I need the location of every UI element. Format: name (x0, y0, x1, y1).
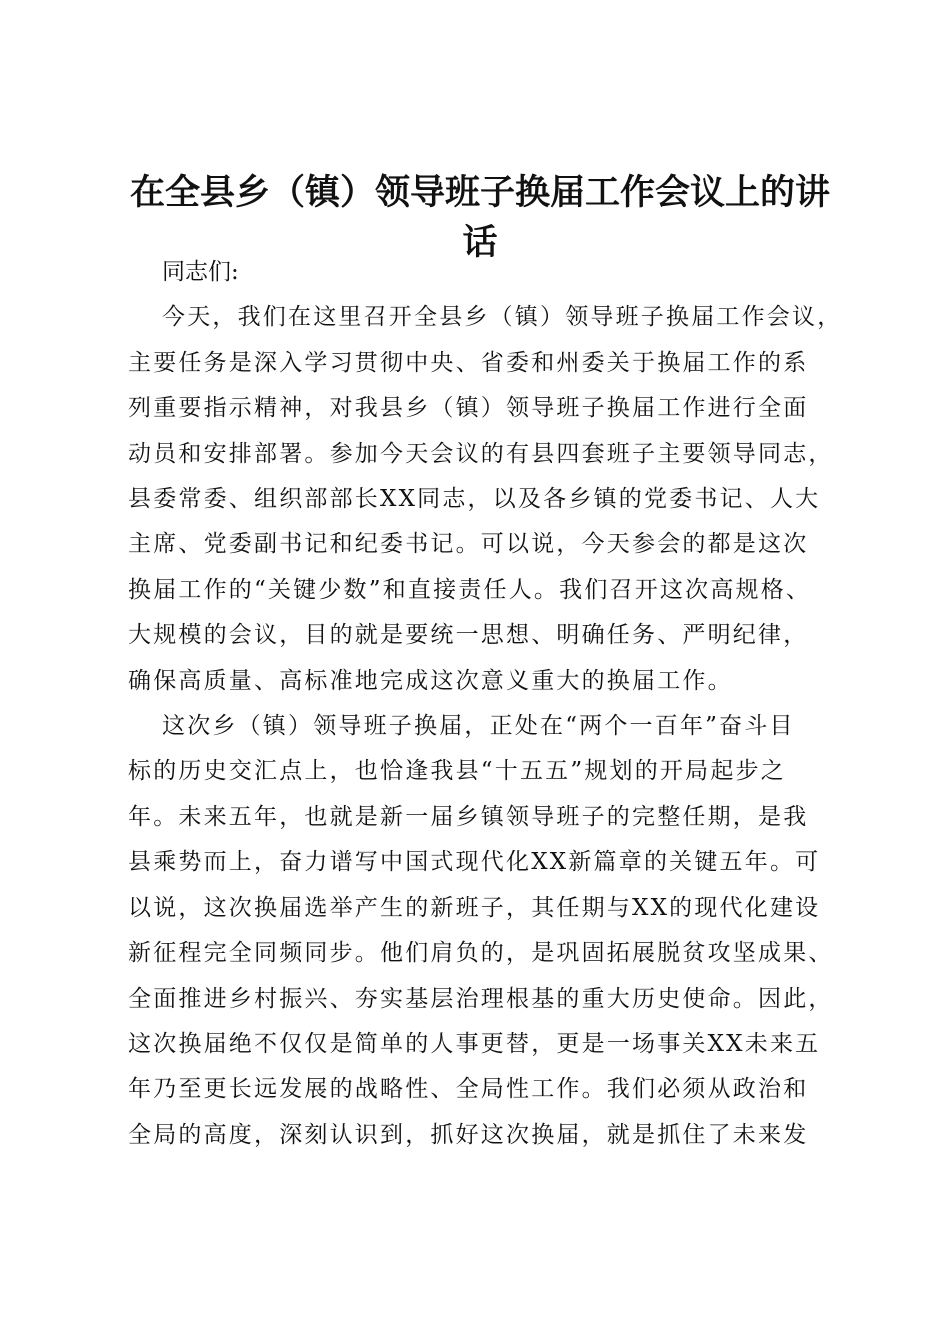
title-line-1: 在全县乡（镇）领导班子换届工作会议上的讲 (129, 172, 830, 213)
paragraph-line: 县乘势而上，奋力谱写中国式现代化XX新篇章的关键五年。可 (128, 849, 821, 876)
paragraph-line: 确保高质量、高标准地完成这次意义重大的换届工作。 (128, 667, 733, 694)
paragraph-line: 今天，我们在这里召开全县乡（镇）领导班子换届工作会议， (162, 304, 843, 331)
paragraph-line: 县委常委、组织部部长XX同志，以及各乡镇的党委书记、人大 (128, 486, 821, 513)
paragraph-line: 年乃至更长远发展的战略性、全局性工作。我们必须从政治和 (128, 1076, 809, 1103)
title-line-2: 话 (462, 222, 498, 263)
document-body (128, 250, 848, 1158)
paragraph-line: 主要任务是深入学习贯彻中央、省委和州委关于换届工作的系 (128, 349, 809, 376)
paragraph-2 (128, 704, 848, 1158)
paragraph-line: 新征程完全同频同步。他们肩负的，是巩固拓展脱贫攻坚成果、 (128, 940, 834, 967)
paragraph-line: 以说，这次换届选举产生的新班子，其任期与XX的现代化建设 (128, 894, 821, 921)
paragraph-line: 这次乡（镇）领导班子换届，正处在“两个一百年”奋斗目 (162, 713, 795, 740)
paragraph-1 (128, 295, 848, 704)
paragraph-line: 换届工作的“关键少数”和直接责任人。我们召开这次高规格、 (128, 576, 812, 603)
paragraph-line: 动员和安排部署。参加今天会议的有县四套班子主要领导同志， (128, 440, 834, 467)
paragraph-line: 大规模的会议，目的就是要统一思想、明确任务、严明纪律， (128, 622, 809, 649)
greeting: 同志们: (162, 259, 239, 285)
paragraph-line: 列重要指示精神，对我县乡（镇）领导班子换届工作进行全面 (128, 395, 809, 422)
paragraph-line: 标的历史交汇点上，也恰逢我县“十五五”规划的开局起步之 (128, 758, 786, 785)
paragraph-line: 全面推进乡村振兴、夯实基层治理根基的重大历史使命。因此， (128, 985, 834, 1012)
paragraph-line: 这次换届绝不仅仅是简单的人事更替，更是一场事关XX未来五 (128, 1030, 821, 1057)
paragraph-line: 全局的高度，深刻认识到，抓好这次换届，就是抓住了未来发 (128, 1121, 809, 1148)
paragraph-line: 主席、党委副书记和纪委书记。可以说，今天参会的都是这次 (128, 531, 809, 558)
paragraph-line: 年。未来五年，也就是新一届乡镇领导班子的完整任期，是我 (128, 803, 809, 830)
